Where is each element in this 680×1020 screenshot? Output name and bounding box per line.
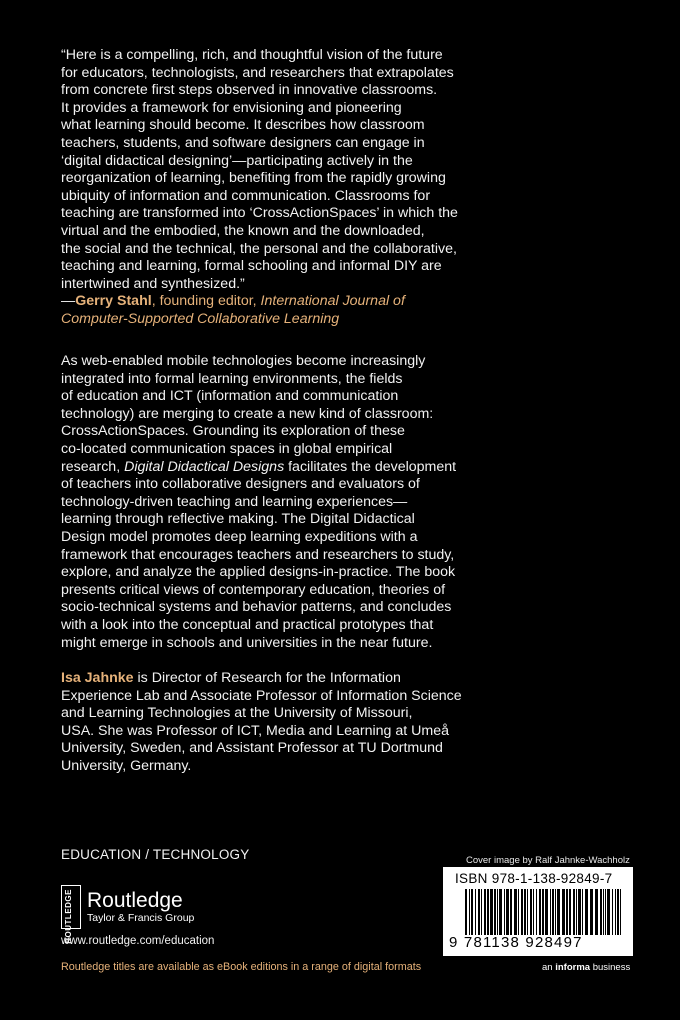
- description-text-2: [61, 476, 621, 652]
- barcode-bar: [557, 889, 560, 935]
- barcode-bar: [566, 889, 568, 935]
- barcode-bar: [620, 889, 621, 935]
- isbn-label: ISBN 978-1-138-92849-7: [455, 871, 613, 886]
- description-line: with a look into the conceptual and practical prototypes that: [61, 616, 434, 633]
- barcode-bar: [510, 889, 512, 935]
- quote-line: It provides a framework for envisioning and pioneering: [61, 99, 402, 116]
- barcode-bar: [545, 889, 548, 935]
- barcode-bar: [490, 889, 493, 935]
- barcode-bar: [481, 889, 482, 935]
- barcode-bar: [530, 889, 532, 935]
- quote-attribution: [61, 293, 621, 311]
- barcode-bar: [539, 889, 541, 935]
- barcode-bar: [600, 889, 602, 935]
- quote-line: reorganization of learning, benefiting from the rapidly growing: [61, 170, 446, 187]
- barcode-bar: [617, 889, 619, 935]
- bio-line: USA. She was Professor of ICT, Media and Learning at Umeå: [61, 722, 449, 739]
- barcode-digits: 9 781138 928497: [449, 934, 583, 951]
- barcode-bar: [605, 889, 606, 935]
- attribution-dash: —: [61, 293, 76, 310]
- barcode-bar: [533, 889, 534, 935]
- barcode-bar: [555, 889, 556, 935]
- barcode-bar: [612, 889, 613, 935]
- bio-first-line: [61, 670, 621, 688]
- author-bio: [61, 670, 621, 776]
- description-prefix: research,: [61, 458, 125, 475]
- barcode-bar: [573, 889, 575, 935]
- barcode-bar: [582, 889, 583, 935]
- barcode-bar: [562, 889, 565, 935]
- subject-category: EDUCATION / TECHNOLOGY: [61, 847, 250, 862]
- description-line: socio-technical systems and behavior patterns, and concludes: [61, 599, 452, 616]
- routledge-mark-icon: [61, 885, 81, 944]
- barcode-bar: [469, 889, 470, 935]
- barcode-bar: [550, 889, 551, 935]
- description-line: Design model promotes deep learning expeditions with a: [61, 528, 418, 545]
- attribution-role: , founding editor,: [151, 293, 261, 310]
- description-line: As web-enabled mobile technologies become increasingly: [61, 353, 426, 369]
- bio-line: Experience Lab and Associate Professor of Information Science: [61, 687, 462, 704]
- barcode-bar: [471, 889, 473, 935]
- quote-line: the social and the technical, the personal and the collaborative,: [61, 240, 457, 257]
- barcode-bar: [494, 889, 496, 935]
- attribution-name: Gerry Stahl: [75, 293, 152, 310]
- informa-prefix: an: [542, 962, 556, 973]
- bio-line: University, Sweden, and Assistant Professor at TU Dortmund: [61, 740, 443, 757]
- bio-line: and Learning Technologies at the University of Missouri,: [61, 705, 413, 722]
- description-line: integrated into formal learning environments, the fields: [61, 370, 403, 387]
- quote-line: virtual and the embodied, the known and the downloaded,: [61, 222, 425, 239]
- informa-brand: informa: [555, 962, 591, 973]
- barcode-bar: [595, 889, 598, 935]
- barcode-bar: [514, 889, 517, 935]
- endorsement-quote: [61, 47, 621, 329]
- barcode-bar: [518, 889, 519, 935]
- quote-line: ‘digital didactical designing’—participating actively in the: [61, 152, 413, 169]
- barcode-bar: [603, 889, 604, 935]
- description-text-1: [61, 353, 621, 459]
- barcode-bar: [536, 889, 537, 935]
- barcode-bar: [521, 889, 523, 935]
- barcode-bar: [569, 889, 571, 935]
- barcode-bar: [607, 889, 610, 935]
- description-line: of education and ICT (information and communication: [61, 388, 399, 405]
- informa-business-mark: [542, 962, 630, 973]
- bio-first-rest: is Director of Research for the Information: [133, 670, 401, 686]
- quote-line: ubiquity of information and communication. Classrooms for: [61, 187, 431, 204]
- quote-line: teaching and learning, formal schooling and informal DIY are: [61, 258, 442, 275]
- barcode-bar: [506, 889, 509, 935]
- description-line: technology) are merging to create a new kind of classroom:: [61, 405, 434, 422]
- barcode-bar: [475, 889, 476, 935]
- description-line: presents critical views of contemporary education, theories of: [61, 581, 446, 598]
- description-line: co-located communication spaces in global empirical: [61, 440, 393, 457]
- quote-line: from concrete first steps observed in innovative classrooms.: [61, 82, 438, 99]
- book-title-inline: Digital Didactical Designs: [124, 458, 285, 475]
- description-line: explore, and analyze the applied designs-in-practice. The book: [61, 564, 456, 581]
- bio-text: [61, 688, 621, 776]
- description-suffix: facilitates the development: [284, 458, 457, 475]
- isbn-barcode-box: [443, 867, 633, 956]
- description-line: might emerge in schools and universities in the near future.: [61, 634, 433, 651]
- description-line: framework that encourages teachers and researchers to study,: [61, 546, 455, 563]
- book-description: [61, 353, 621, 652]
- barcode-bar: [527, 889, 528, 935]
- ebook-note: Routledge titles are available as eBook editions in a range of digital formats: [61, 961, 422, 973]
- barcode-bar: [499, 889, 502, 935]
- barcode-bar: [542, 889, 544, 935]
- barcode-bar: [497, 889, 498, 935]
- barcode-bar: [590, 889, 593, 935]
- quote-attribution-line-2: [61, 311, 621, 329]
- quote-line: teaching are transformed into ‘CrossActionSpaces’ in which the: [61, 205, 458, 222]
- description-line: learning through reflective making. The Digital Didactical: [61, 511, 415, 528]
- quote-text: [61, 47, 621, 293]
- quote-line: for educators, technologists, and researchers that extrapolates: [61, 64, 454, 81]
- barcode-icon: [465, 889, 623, 935]
- description-line: of teachers into collaborative designers and evaluators of: [61, 476, 420, 493]
- barcode-bar: [487, 889, 489, 935]
- quote-line: teachers, students, and software designers can engage in: [61, 134, 425, 151]
- barcode-bar: [465, 889, 467, 935]
- quote-line: “Here is a compelling, rich, and thoughtful vision of the future: [61, 47, 443, 63]
- barcode-bar: [576, 889, 577, 935]
- publisher-group: Taylor & Francis Group: [87, 911, 195, 924]
- quote-line: intertwined and synthesized.”: [61, 275, 245, 292]
- logo-mark-text: ROUTLEDGE: [64, 889, 73, 944]
- barcode-bar: [578, 889, 581, 935]
- barcode-bar: [615, 889, 616, 935]
- description-title-line: [61, 459, 621, 477]
- attribution-journal-2: Computer-Supported Collaborative Learning: [61, 310, 340, 327]
- cover-credit: Cover image by Ralf Jahnke-Wachholz: [466, 855, 630, 866]
- description-line: technology-driven teaching and learning experiences—: [61, 493, 408, 510]
- barcode-bar: [585, 889, 588, 935]
- attribution-journal: International Journal of: [260, 293, 405, 310]
- barcode-bar: [524, 889, 526, 935]
- quote-line: what learning should become. It describes how classroom: [61, 117, 425, 134]
- informa-suffix: business: [590, 962, 631, 973]
- barcode-bar: [552, 889, 554, 935]
- bio-line: University, Germany.: [61, 757, 192, 774]
- barcode-bar: [504, 889, 505, 935]
- publisher-name: Routledge: [87, 888, 183, 912]
- publisher-website: www.routledge.com/education: [61, 935, 215, 947]
- barcode-bar: [478, 889, 480, 935]
- barcode-bar: [484, 889, 486, 935]
- description-line: CrossActionSpaces. Grounding its exploration of these: [61, 423, 405, 440]
- author-name: Isa Jahnke: [61, 670, 134, 686]
